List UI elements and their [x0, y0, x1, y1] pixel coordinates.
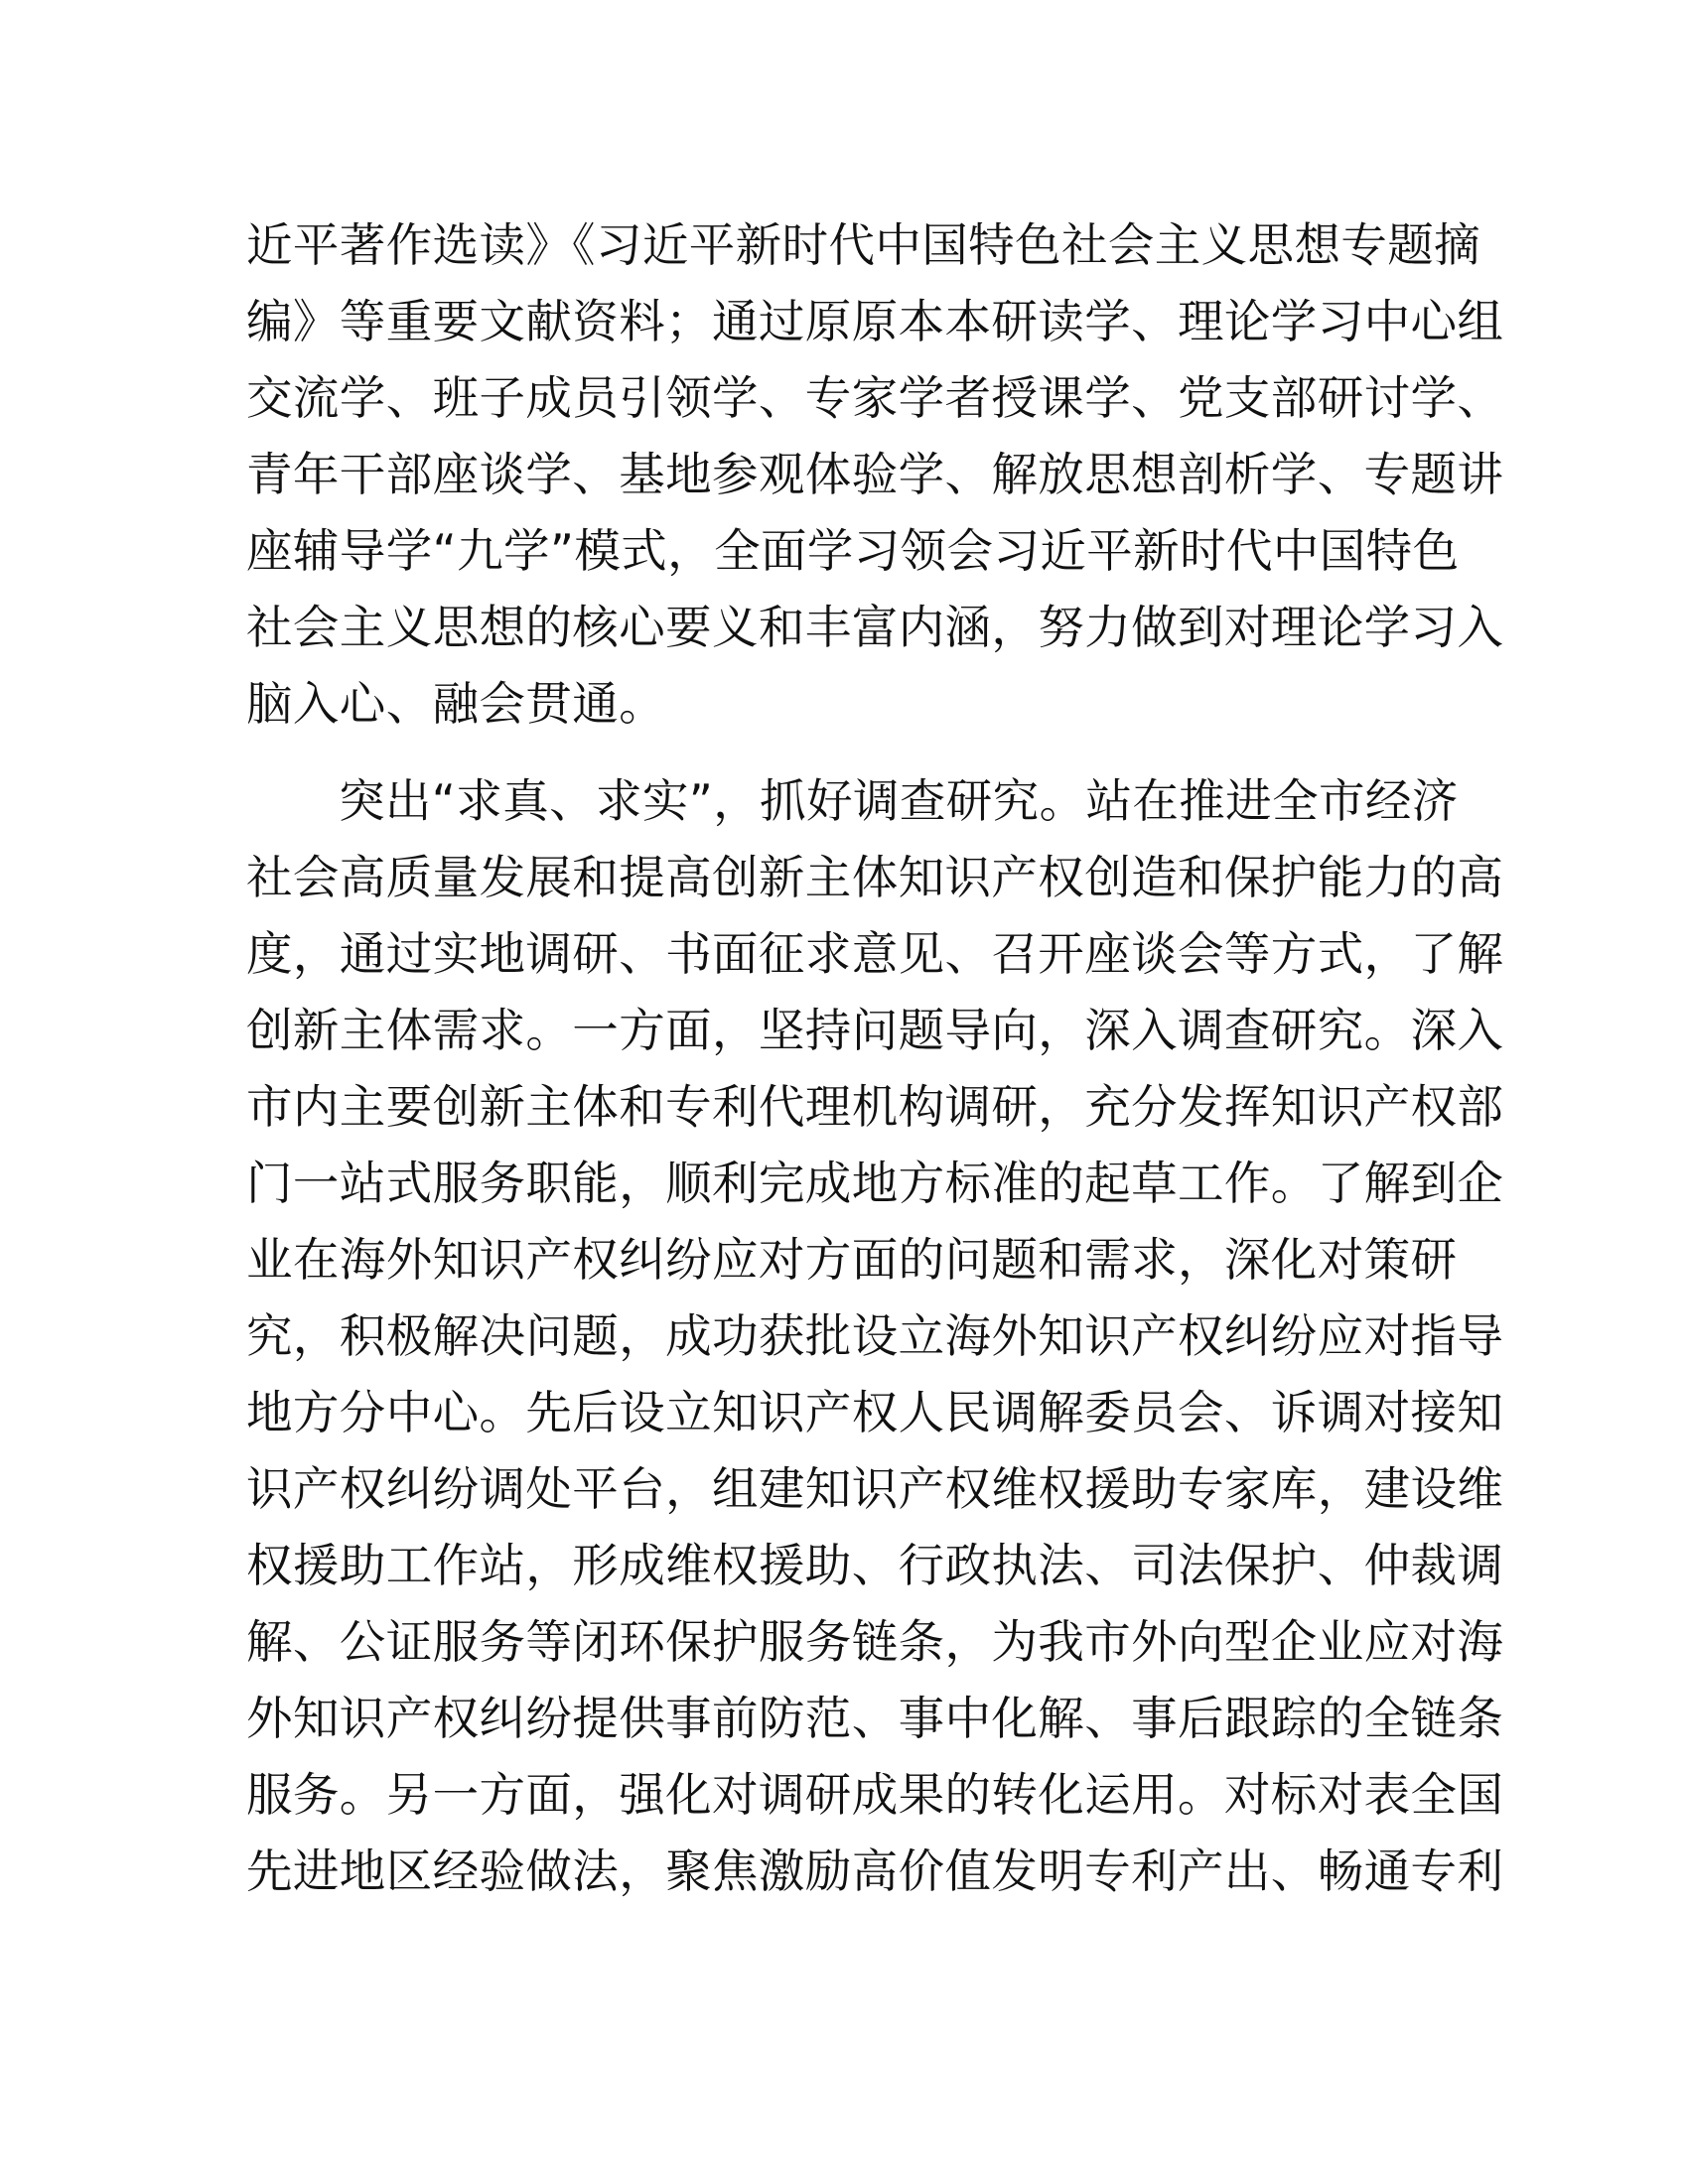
text-line: 脑入心、融会贯通。	[246, 677, 666, 731]
text-line: 青年干部座谈学、基地参观体验学、解放思想剖析学、专题讲	[246, 448, 1504, 501]
text-line: 究，积极解决问题，成功获批设立海外知识产权纠纷应对指导	[246, 1309, 1504, 1363]
text-line: 解、公证服务等闭环保护服务链条，为我市外向型企业应对海	[246, 1615, 1504, 1669]
text-line: 近平著作选读》《习近平新时代中国特色社会主义思想专题摘	[246, 218, 1481, 272]
text-line: 识产权纠纷调处平台，组建知识产权维权援助专家库，建设维	[246, 1462, 1504, 1516]
text-line: 创新主体需求。一方面，坚持问题导向，深入调查研究。深入	[246, 1004, 1504, 1057]
text-line: 编》等重要文献资料；通过原原本本研读学、理论学习中心组	[246, 295, 1504, 348]
text-line: 突出“求真、求实”，抓好调查研究。站在推进全市经济	[339, 774, 1459, 828]
text-line: 先进地区经验做法，聚焦激励高价值发明专利产出、畅通专利	[246, 1844, 1504, 1898]
text-line: 门一站式服务职能，顺利完成地方标准的起草工作。了解到企	[246, 1157, 1504, 1210]
text-line: 外知识产权纠纷提供事前防范、事中化解、事后跟踪的全链条	[246, 1692, 1504, 1745]
text-line: 社会主义思想的核心要义和丰富内涵，努力做到对理论学习入	[246, 601, 1504, 654]
text-line: 交流学、班子成员引领学、专家学者授课学、党支部研讨学、	[246, 371, 1504, 425]
text-line: 服务。另一方面，强化对调研成果的转化运用。对标对表全国	[246, 1768, 1504, 1822]
text-line: 社会高质量发展和提高创新主体知识产权创造和保护能力的高	[246, 851, 1504, 904]
text-line: 权援助工作站，形成维权援助、行政执法、司法保护、仲裁调	[246, 1539, 1504, 1592]
paragraph-1	[246, 207, 1504, 743]
text-line: 地方分中心。先后设立知识产权人民调解委员会、诉调对接知	[246, 1386, 1504, 1439]
paragraph-2	[246, 763, 1504, 1910]
text-line: 度，通过实地调研、书面征求意见、召开座谈会等方式，了解	[246, 927, 1504, 981]
text-line: 业在海外知识产权纠纷应对方面的问题和需求，深化对策研	[246, 1233, 1458, 1287]
text-line: 市内主要创新主体和专利代理机构调研，充分发挥知识产权部	[246, 1080, 1504, 1134]
text-line: 座辅导学“九学”模式，全面学习领会习近平新时代中国特色	[246, 524, 1460, 578]
